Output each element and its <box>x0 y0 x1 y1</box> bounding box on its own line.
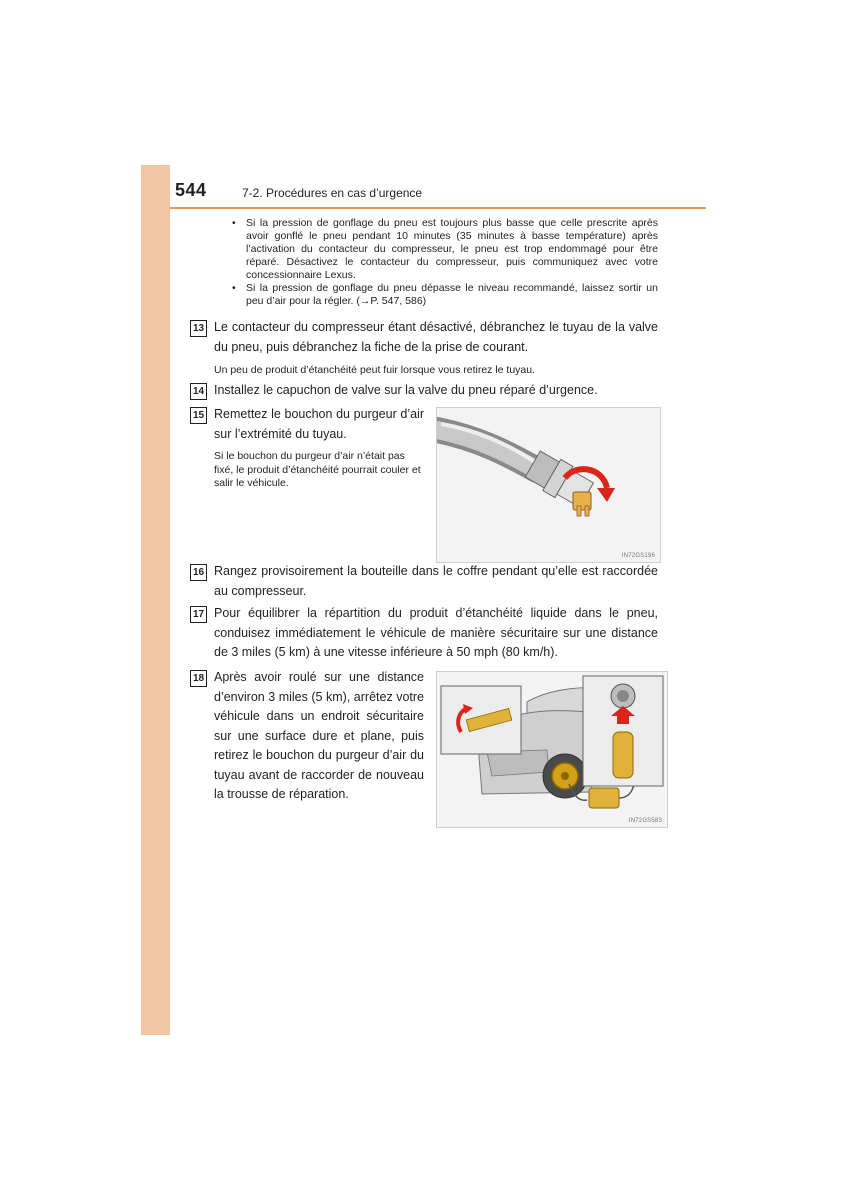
figure-repair-kit <box>436 671 668 828</box>
step-number: 14 <box>190 383 207 400</box>
step-13 <box>190 318 660 388</box>
step-14 <box>190 381 660 405</box>
step-text: Remettez le bouchon du purgeur d’air sur l’extrémité du tuyau. <box>214 407 424 441</box>
header-rule <box>170 207 706 209</box>
chapter-side-tab <box>141 165 170 1035</box>
step-number: 18 <box>190 670 207 687</box>
step-text: Pour équilibrer la répartition du produit d’étanchéité liquide dans le pneu, conduisez immédiatement le véhicule de manière sécuritaire sur une distance de 3 miles (5 km) à une vitesse inférieure à 50 mph (80 km/h). <box>214 606 658 659</box>
hose-detail-inset-icon <box>441 686 521 754</box>
step-number: 15 <box>190 407 207 424</box>
step-16 <box>190 562 660 602</box>
step-text: Installez le capuchon de valve sur la valve du pneu réparé d’urgence. <box>214 383 598 397</box>
step-text: Après avoir roulé sur une distance d’environ 3 miles (5 km), arrêtez votre véhicule dans un endroit sécuritaire sur une surface dure et plane, puis retirez le bouchon du purgeur d’air du tuyau avant de raccorder de nouveau la trousse de réparation. <box>214 670 424 801</box>
bullet-item: • Si la pression de gonflage du pneu est toujours plus basse que celle prescrite après avoir gonflé le pneu pendant 10 minutes (35 minutes à basse température) après l’activation du contacteur du compresseur, le pneu est trop endommagé pour être réparé. Désactivez le contacteur du compresseur, puis communiquez avec votre concessionnaire Lexus. <box>232 217 658 282</box>
figure-code: IN72GS196 <box>621 553 655 559</box>
bullet-item: • Si la pression de gonflage du pneu dépasse le niveau recommandé, laissez sortir un peu d’air pour la régler. (→P. 547, 586) <box>232 282 658 308</box>
step-18 <box>190 668 430 808</box>
step-text: Le contacteur du compresseur étant désactivé, débranchez le tuyau de la valve du pneu, puis débranchez la fiche de la prise de courant. <box>214 320 658 354</box>
bullet-list <box>232 217 658 308</box>
step-text: Rangez provisoirement la bouteille dans le coffre pendant qu’elle est raccordée au compresseur. <box>214 564 658 598</box>
figure-hose-cap <box>436 407 661 563</box>
hose-cap-illustration <box>437 408 660 562</box>
power-socket-inset-icon <box>583 676 663 786</box>
step-number: 16 <box>190 564 207 581</box>
page-number: 544 <box>175 180 207 200</box>
wheel-icon <box>543 754 587 798</box>
section-title: 7-2. Procédures en cas d’urgence <box>242 186 423 200</box>
hose-icon <box>437 424 537 470</box>
air-bleeder-cap-icon <box>573 492 591 516</box>
step-note: Un peu de produit d’étanchéité peut fuir lorsque vous retirez le tuyau. <box>214 364 536 376</box>
step-15 <box>190 405 430 449</box>
step-17 <box>190 604 660 664</box>
repair-kit-illustration <box>437 672 667 827</box>
step-number: 13 <box>190 320 207 337</box>
figure-code: IN72GS583 <box>628 818 662 824</box>
step-note: Si le bouchon du purgeur d’air n’était pas fixé, le produit d’étanchéité pourrait couler et salir le véhicule. <box>214 450 421 489</box>
step-number: 17 <box>190 606 207 623</box>
